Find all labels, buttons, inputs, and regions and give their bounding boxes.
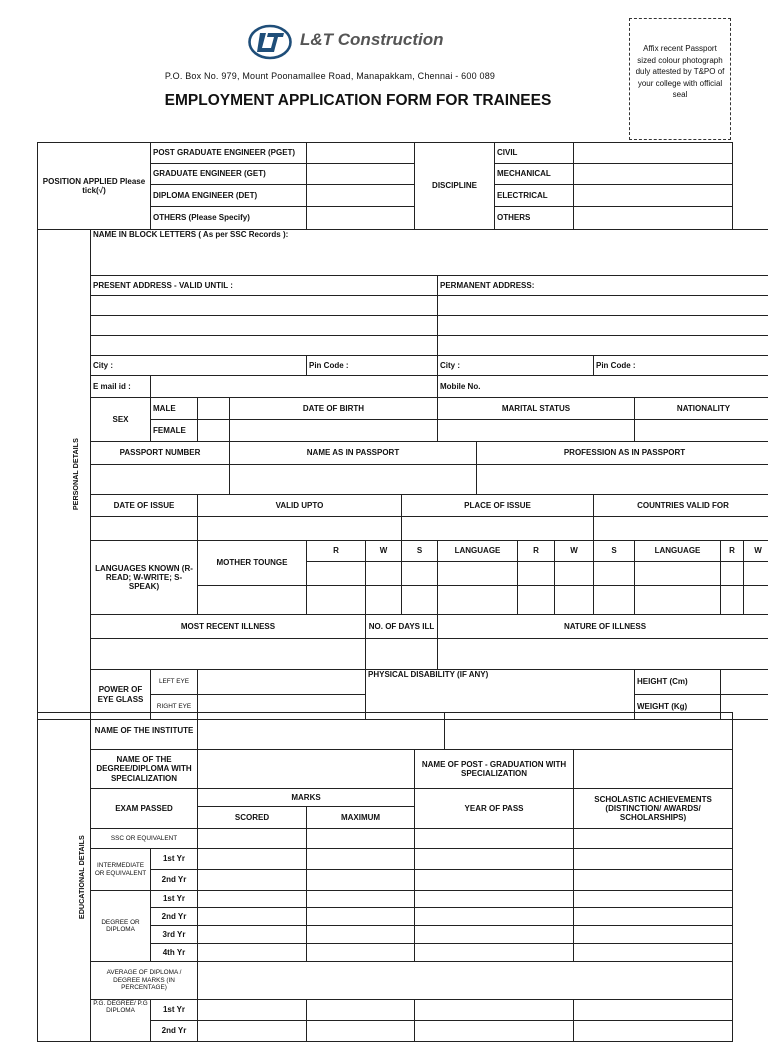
marks-header: MARKS [198, 789, 415, 807]
lang-check[interactable] [402, 586, 438, 615]
days-ill-field[interactable] [366, 639, 438, 670]
read-header: R [518, 541, 555, 562]
pg-label: P.G. DEGREE/ P.G DIPLOMA [91, 1000, 151, 1042]
marks-cell[interactable] [307, 870, 415, 891]
permanent-address-label: PERMANENT ADDRESS: [438, 276, 768, 296]
lang-check[interactable] [721, 586, 744, 615]
marks-cell[interactable] [307, 944, 415, 962]
dob-field[interactable] [230, 420, 438, 442]
lang-check[interactable] [594, 586, 635, 615]
lang-check[interactable] [721, 562, 744, 586]
discipline-option: CIVIL [495, 143, 574, 164]
education-table [37, 712, 733, 1042]
photo-box [629, 18, 731, 140]
place-of-issue-field[interactable] [402, 517, 594, 541]
logo-text: L&T Construction [300, 30, 444, 50]
year-label: 2nd Yr [151, 870, 198, 891]
write-header: W [366, 541, 402, 562]
achievement-cell[interactable] [574, 1000, 733, 1021]
tick-box[interactable] [307, 207, 415, 230]
speak-header: S [402, 541, 438, 562]
read-header: R [307, 541, 366, 562]
exam-passed-header: EXAM PASSED [91, 789, 198, 829]
photo-note: Affix recent Passport sized colour photograph duly attested by T&PO of your college with official seal [636, 44, 725, 99]
marks-cell[interactable] [307, 849, 415, 870]
lang-check[interactable] [402, 562, 438, 586]
year-cell[interactable] [415, 908, 574, 926]
pin-code-field[interactable]: Pin Code : [307, 356, 438, 376]
read-header: R [721, 541, 744, 562]
name-field[interactable] [91, 230, 768, 276]
year-label: 2nd Yr [151, 908, 198, 926]
education-section-label: EDUCATIONAL DETAILS [38, 713, 91, 1042]
weight-label: WEIGHT (Kg) [635, 695, 721, 720]
pin-code-field[interactable]: Pin Code : [594, 356, 768, 376]
year-cell[interactable] [415, 849, 574, 870]
marks-cell[interactable] [307, 926, 415, 944]
right-eye-label: RIGHT EYE [151, 695, 198, 720]
present-address-line[interactable] [91, 296, 438, 316]
recent-illness-label: MOST RECENT ILLNESS [91, 615, 366, 639]
marks-cell[interactable] [198, 908, 307, 926]
disability-label: PHYSICAL DISABILITY (IF ANY) [368, 670, 488, 679]
countries-valid-label: COUNTRIES VALID FOR [594, 495, 768, 517]
countries-valid-field[interactable] [594, 517, 768, 541]
marks-cell[interactable] [307, 1000, 415, 1021]
permanent-address-line[interactable] [438, 296, 768, 316]
post-grad-label: NAME OF POST - GRADUATION WITH SPECIALIZATION [415, 750, 574, 789]
valid-upto-field[interactable] [198, 517, 402, 541]
eye-glass-label: POWER OF EYE GLASS [91, 670, 151, 720]
lang-check[interactable] [307, 562, 366, 586]
discipline-option: ELECTRICAL [495, 185, 574, 207]
language-header: LANGUAGE [438, 541, 518, 562]
year-of-pass-header: YEAR OF PASS [415, 789, 574, 829]
achievement-cell[interactable] [574, 944, 733, 962]
degree-label: NAME OF THE DEGREE/DIPLOMA WITH SPECIALIZATION [91, 750, 198, 789]
write-header: W [555, 541, 594, 562]
year-cell[interactable] [415, 870, 574, 891]
lang-check[interactable] [366, 562, 402, 586]
valid-upto-label: VALID UPTO [198, 495, 402, 517]
nature-illness-field[interactable] [438, 639, 768, 670]
year-cell[interactable] [415, 944, 574, 962]
marks-cell[interactable] [198, 829, 307, 849]
lang-check[interactable] [744, 586, 768, 615]
tick-box[interactable] [307, 143, 415, 164]
marks-cell[interactable] [198, 870, 307, 891]
scored-header: SCORED [198, 807, 307, 829]
marks-cell[interactable] [198, 926, 307, 944]
passport-number-field[interactable] [91, 465, 230, 495]
speak-header: S [594, 541, 635, 562]
position-table [37, 142, 733, 230]
email-field[interactable] [151, 376, 438, 398]
average-marks-field[interactable] [198, 962, 733, 1000]
passport-number-label: PASSPORT NUMBER [91, 442, 230, 465]
lang-check[interactable] [518, 562, 555, 586]
tick-box[interactable] [307, 164, 415, 185]
male-checkbox[interactable] [198, 398, 230, 420]
achievements-header: SCHOLASTIC ACHIEVEMENTS (DISTINCTION/ AWARDS/ SCHOLARSHIPS) [574, 789, 733, 829]
achievement-cell[interactable] [574, 926, 733, 944]
present-address-label: PRESENT ADDRESS - VALID UNTIL : [91, 276, 438, 296]
date-of-issue-label: DATE OF ISSUE [91, 495, 198, 517]
position-option: GRADUATE ENGINEER (GET) [151, 164, 307, 185]
discipline-option: MECHANICAL [495, 164, 574, 185]
marital-status-label: MARITAL STATUS [438, 398, 635, 420]
year-label: 1st Yr [151, 849, 198, 870]
city-field[interactable]: City : [438, 356, 594, 376]
lang-check[interactable] [555, 586, 594, 615]
achievement-cell[interactable] [574, 849, 733, 870]
present-address-line[interactable] [91, 336, 438, 356]
lang-check[interactable] [744, 562, 768, 586]
position-label: POSITION APPLIED Please tick(√) [38, 143, 151, 230]
year-cell[interactable] [415, 926, 574, 944]
tick-box[interactable] [574, 164, 733, 185]
lang-check[interactable] [594, 562, 635, 586]
date-of-issue-field[interactable] [91, 517, 198, 541]
lt-logo-icon [248, 24, 292, 60]
institute-field[interactable] [198, 713, 445, 750]
language-field[interactable] [635, 562, 721, 586]
achievement-cell[interactable] [574, 891, 733, 908]
marks-cell[interactable] [198, 849, 307, 870]
form-title: EMPLOYMENT APPLICATION FORM FOR TRAINEES [0, 92, 716, 110]
nationality-field[interactable] [635, 420, 768, 442]
position-option: OTHERS (Please Specify) [151, 207, 307, 230]
lang-check[interactable] [307, 586, 366, 615]
sex-label: SEX [91, 398, 151, 442]
tick-box[interactable] [574, 143, 733, 164]
degree-field[interactable] [198, 750, 415, 789]
marital-status-field[interactable] [438, 420, 635, 442]
marks-cell[interactable] [307, 829, 415, 849]
achievement-cell[interactable] [574, 908, 733, 926]
left-eye-label: LEFT EYE [151, 670, 198, 695]
email-label: E mail id : [91, 376, 151, 398]
position-option: POST GRADUATE ENGINEER (PGET) [151, 143, 307, 164]
personal-details-table [37, 229, 768, 720]
languages-known-label: LANGUAGES KNOWN (R-READ; W-WRITE; S-SPEAK) [91, 541, 198, 615]
year-cell[interactable] [415, 1000, 574, 1021]
language-field[interactable] [635, 586, 721, 615]
lang-check[interactable] [366, 586, 402, 615]
recent-illness-field[interactable] [91, 639, 366, 670]
post-grad-field[interactable] [574, 750, 733, 789]
discipline-option: OTHERS [495, 207, 574, 230]
name-in-passport-label: NAME AS IN PASSPORT [230, 442, 477, 465]
nature-illness-label: NATURE OF ILLNESS [438, 615, 768, 639]
tick-box[interactable] [574, 207, 733, 230]
female-label: FEMALE [151, 420, 198, 442]
achievement-cell[interactable] [574, 829, 733, 849]
dob-label: DATE OF BIRTH [230, 398, 438, 420]
year-label: 4th Yr [151, 944, 198, 962]
name-in-passport-field[interactable] [230, 465, 477, 495]
intermediate-label: INTERMEDIATE OR EQUIVALENT [91, 849, 151, 891]
nationality-label: NATIONALITY [635, 398, 768, 420]
year-label: 3rd Yr [151, 926, 198, 944]
year-label: 1st Yr [151, 891, 198, 908]
mother-tongue-field[interactable] [198, 586, 307, 615]
height-label: HEIGHT (Cm) [635, 670, 721, 695]
position-option: DIPLOMA ENGINEER (DET) [151, 185, 307, 207]
degree-diploma-label: DEGREE OR DIPLOMA [91, 891, 151, 962]
tick-box[interactable] [574, 185, 733, 207]
achievement-cell[interactable] [574, 870, 733, 891]
marks-cell[interactable] [307, 908, 415, 926]
lang-check[interactable] [555, 562, 594, 586]
personal-section-label: PERSONAL DETAILS [38, 230, 91, 720]
company-address: P.O. Box No. 979, Mount Poonamallee Road, Manapakkam, Chennai - 600 089 [0, 71, 660, 81]
female-checkbox[interactable] [198, 420, 230, 442]
lang-check[interactable] [518, 586, 555, 615]
mother-tongue-label: MOTHER TOUNGE [198, 541, 307, 586]
write-header: W [744, 541, 768, 562]
name-label: NAME IN BLOCK LETTERS ( As per SSC Records ): [93, 230, 288, 239]
company-logo [248, 24, 468, 60]
institute-field-right[interactable] [445, 713, 733, 750]
height-field[interactable] [721, 670, 768, 695]
days-ill-label: NO. OF DAYS ILL [366, 615, 438, 639]
year-label: 2nd Yr [151, 1021, 198, 1042]
discipline-label: DISCIPLINE [415, 143, 495, 230]
profession-in-passport-label: PROFESSION AS IN PASSPORT [477, 442, 768, 465]
language-field[interactable] [438, 586, 518, 615]
year-label: 1st Yr [151, 1000, 198, 1021]
institute-label: NAME OF THE INSTITUTE [91, 713, 198, 750]
place-of-issue-label: PLACE OF ISSUE [402, 495, 594, 517]
language-field[interactable] [438, 562, 518, 586]
mobile-field[interactable]: Mobile No. [438, 376, 768, 398]
ssc-label: SSC OR EQUIVALENT [91, 829, 198, 849]
maximum-header: MAXIMUM [307, 807, 415, 829]
year-cell[interactable] [415, 891, 574, 908]
permanent-address-line[interactable] [438, 316, 768, 336]
tick-box[interactable] [307, 185, 415, 207]
language-header: LANGUAGE [635, 541, 721, 562]
marks-cell[interactable] [198, 944, 307, 962]
marks-cell[interactable] [198, 891, 307, 908]
left-eye-field[interactable] [198, 670, 366, 695]
city-field[interactable]: City : [91, 356, 307, 376]
average-marks-label: AVERAGE OF DIPLOMA / DEGREE MARKS (IN PERCENTAGE) [91, 962, 198, 1000]
marks-cell[interactable] [198, 1000, 307, 1021]
year-cell[interactable] [415, 829, 574, 849]
marks-cell[interactable] [307, 891, 415, 908]
permanent-address-line[interactable] [438, 336, 768, 356]
present-address-line[interactable] [91, 316, 438, 336]
male-label: MALE [151, 398, 198, 420]
profession-in-passport-field[interactable] [477, 465, 768, 495]
